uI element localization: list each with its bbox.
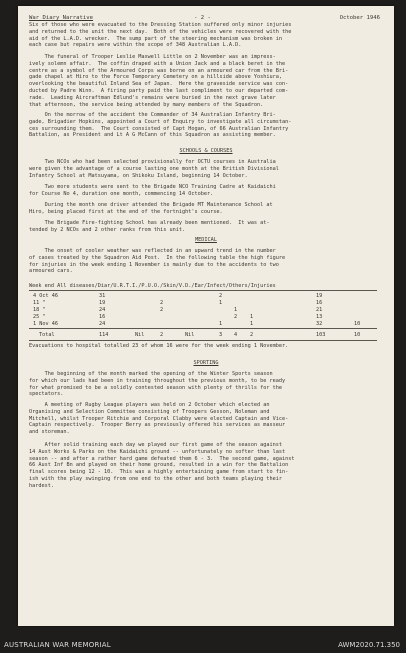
archive-footer	[0, 627, 406, 653]
header-left: War Diary Narrative	[29, 15, 93, 21]
paragraph-6: During the month one driver attended the Brigade MT Maintenance School at Hiro, being placed first at the end of the fortnight's course.	[29, 202, 273, 215]
document-page: War Diary Narrative - 2 - October 1946 Six of those who were evacuated to the Dressing Station suffered only minor injuries and returned to the unit the next day. Both of the vehicles were recovered with the aid of the L.A.D. wrecker. The sump part of the steering mechanism was broken in each case but repairs were within the scope of 348 Australian L.A.D. The funeral of Trooper Leslie Maxwell Little on 2 November was an impress- ively solemn affair. The coffin draped with a Union Jack and a black beret in the centre as a symbol of the Armoured Corps was borne on an armoured car from the Bri- gade chapel at Hiro to the Force Temporary Cemetery on a hillside above Yoshiura, overlooking the beautiful Inland Sea of Japan. Here the graveside service was con- ducted by Padre Winn. A firing party paid the last compliment to our departed com- rade. Leading Aircraftman Edlund's remains were buried in the next grave later that afternoon, the service being attended by many members of the Squadron. On the morrow of the accident the Commander of 34 Australian Infantry Bri- gade, Brigadier Hopkins, appointed a Court of Enquiry to investigate all circumstan- ces surrounding them. The Court consisted of Capt Hogan, of 66 Australian Infantry Battalion, as President and Lt A G McCann of this Squadron as assisting member. SCHOOLS & COURSES Two NCOs who had been selected provisionally for OCTU courses in Australia were given the advantage of a course lasting one month at the British Divisional Infantry School at Matsuyama, on Shikoku Island, beginning 14 October. Two more students were sent to the Brigade NCO Training Cadre at Kaidaichi for Course No 4, duration one month, commencing 14 October. During the month one driver attended the Brigade MT Maintenance School at Hiro, being placed first at the end of the fortnight's course. The Brigade Fire-fighting School has already been mentioned. It was at- tended by 2 NCOs and 2 other ranks from this unit. MEDICAL The onset of cooler weather was reflected in an upward trend in the number of cases treated by the Squadron Aid Post. In the following table the high figure for injuries in the week ending 1 November is mainly due to the accidents to two armoured cars. Week end All diseases/Diar/U.R.T.I./P.U.O./Skin/V.D./Ear/Infect/Others/Injuries 4 Oct 46 31 2 19 11 " 19 2 1 16 18 " 24 2 1 21 25 " 16 2 1 13 1 Nov 46 24 1 1 32 10 Total 114 Nil 2 Nil 3 4 2 103 10 Evacuations to hospital totalled 23 of whom 16 were for the week ending 1 November. SPORTING The beginning of the month marked the opening of the Winter Sports season for which our lads had been in training throughout the previous month, to be ready for what promised to be a solidly contested season with plenty of thrills for the spectators. A meeting of Rugby League players was held on 2 October which elected an Organising and Selection Committee consisting of Troopers Gesson, Noleman and Mitchell, whilst Trooper Ritchie and Corporal Clabby were elected Captain and Vice- Captain respectively. Trooper Berry as previously offered his services as masseur and storeman. After solid training each day we played our first game of the season against 14 Aust Works & Parks on the Kaidaichi ground -- unfortunately no softer than last season -- and after a rather hard game defeated them 6 - 3. The second game, against 66 Aust Inf Bn and played on their home ground, resulted in a win for the Battalion final scores being 12 - 10. This was a highly entertaining game from start to fin- ish with the play swinging from one end to the other and both teams playing their hardest.	[18, 6, 394, 626]
paragraph-4: Two NCOs who had been selected provisionally for OCTU courses in Australia were given the advantage of a course lasting one month at the British Divisional Infantry School at Matsuyama, on Shikoku Island, beginning 14 October.	[29, 159, 279, 179]
paragraph-5: Two more students were sent to the Brigade NCO Training Cadre at Kaidaichi for Course No 4, duration one month, commencing 14 October.	[29, 184, 276, 197]
paragraph-3: On the morrow of the accident the Commander of 34 Australian Infantry Bri- gade, Brigadier Hopkins, appointed a Court of Enquiry to investigate all circumstan- ces surrounding them. The Court consisted of Capt Hogan, of 66 Australian Infantry Battalion, as President and Lt A G McCann of this Squadron as assisting member.	[29, 112, 292, 139]
medical-heading: MEDICAL	[195, 237, 217, 243]
header-center: - 2 -	[194, 15, 211, 21]
paragraph-2: The funeral of Trooper Leslie Maxwell Little on 2 November was an impress- ively solemn affair. The coffin draped with a Union Jack and a black beret in the centre as a symbol of the Armoured Corps was borne on an armoured car from the Bri- gade chapel at Hiro to the Force Temporary Cemetery on a hillside above Yoshiura, overlooking the beautiful Inland Sea of Japan. Here the graveside service was con- ducted by Padre Winn. A firing party paid the last compliment to our departed com- rade. Leading Aircraftman Edlund's remains were buried in the next grave later that afternoon, the service being attended by many members of the Squadron.	[29, 54, 289, 108]
paragraph-9: Evacuations to hospital totalled 23 of whom 16 were for the week ending 1 November.	[29, 343, 289, 349]
header-right: October 1946	[339, 15, 380, 21]
paragraph-7: The Brigade Fire-fighting School has already been mentioned. It was at- tended by 2 NCOs and 2 other ranks from this unit.	[29, 220, 270, 233]
footer-right: AWM2020.71.350	[338, 641, 400, 649]
table-divider	[29, 290, 377, 291]
table-divider	[29, 328, 377, 329]
table-divider	[29, 340, 377, 341]
paragraph-11: A meeting of Rugby League players was held on 2 October which elected an Organising and Selection Committee consisting of Troopers Gesson, Noleman and Mitchell, whilst Trooper Ritchie and Corporal Clabby were elected Captain and Vice- Captain respectively. Trooper Berry as previously offered his services as masseur and storeman.	[29, 402, 289, 436]
paragraph-12: After solid training each day we played our first game of the season against 14 Aust Works & Parks on the Kaidaichi ground -- unfortunately no softer than last season -- and after a rather hard game defeated them 6 - 3. The second game, against 66 Aust Inf Bn and played on their home ground, resulted in a win for the Battalion final scores being 12 - 10. This was a highly entertaining game from start to fin- ish with the play swinging from one end to the other and both teams playing their hardest.	[29, 442, 295, 489]
schools-heading: SCHOOLS & COURSES	[179, 148, 233, 154]
paragraph-1: Six of those who were evacuated to the Dressing Station suffered only minor injuries and returned to the unit the next day. Both of the vehicles were recovered with the aid of the L.A.D. wrecker. The sump part of the steering mechanism was broken in each case but repairs were within the scope of 348 Australian L.A.D.	[29, 22, 292, 49]
footer-left: AUSTRALIAN WAR MEMORIAL	[4, 641, 111, 649]
paragraph-8: The onset of cooler weather was reflected in an upward trend in the number of cases treated by the Squadron Aid Post. In the following table the high figure for injuries in the week ending 1 November is mainly due to the accidents to two armoured cars.	[29, 248, 286, 275]
paragraph-10: The beginning of the month marked the opening of the Winter Sports season for which our lads had been in training throughout the previous month, to be ready for what promised to be a solidly contested season with plenty of thrills for the spectators.	[29, 371, 286, 398]
sporting-heading: SPORTING	[193, 360, 219, 366]
